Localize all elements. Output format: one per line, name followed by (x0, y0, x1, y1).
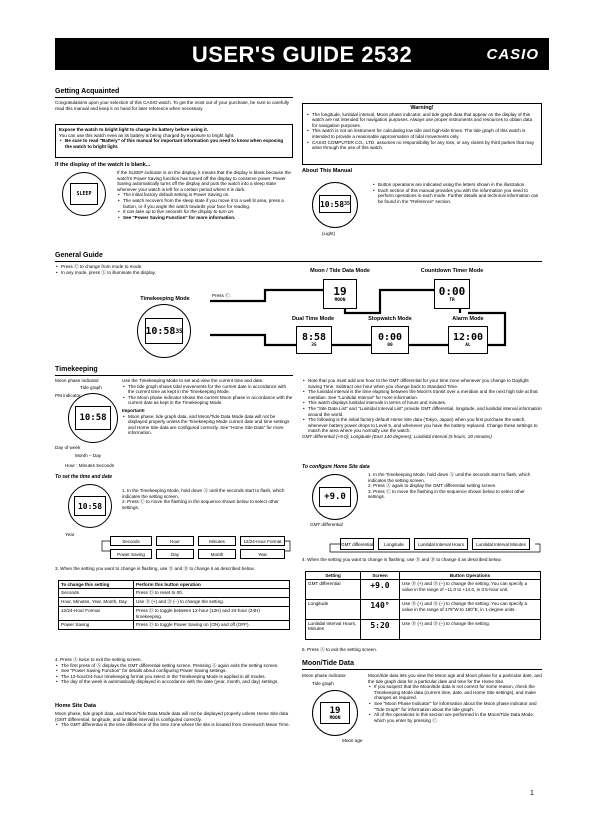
dual-time-value: 8:58 (301, 332, 327, 343)
table-cell: Use Ⓓ (+) and Ⓑ (–) to change the setting. You can specify a value in the range of 179°W to 180°E, in 1-degree units. (400, 600, 541, 620)
table-cell: Use Ⓓ (+) and Ⓑ (–) to change the setting. You can specify a value in the range of –11.0 to +14.0, in 0.5-hour unit. (400, 580, 541, 600)
important-title: Important! (122, 407, 145, 413)
home-site-table (305, 571, 541, 640)
after-bullet: • The day of the week is automatically displayed in accordance with the date (year, month, and day) settings. (61, 679, 293, 685)
general-guide-heading: General Guide (55, 252, 103, 259)
moon-tide-mode-label: Moon / Tide Data Mode (310, 268, 370, 274)
about-bullet: • Button operations are indicated using the letters shown in the illustration. (378, 182, 542, 188)
site-seq-box: Lunitidal Interval Hours (414, 538, 468, 550)
after-bullet: • See "Power Saving Function" for details about configuring Power Saving settings. (61, 668, 293, 674)
moon-tide-graph-label: Tide graph (312, 681, 334, 686)
table-cell: Longitude (306, 600, 361, 620)
gmt-watch-value: +9.0 (324, 492, 346, 502)
timekeeping-time: 10:58 (145, 325, 176, 337)
guide-title: USER'S GUIDE 2532 (191, 42, 413, 67)
seq-box: Hour (156, 536, 194, 546)
expose-bullet: • Be sure to read "Battery" of this manual for important information you need to know when exposing the watch to bright light. (65, 138, 289, 149)
timekeeping-heading: Timekeeping (55, 366, 98, 373)
moon-tide-text (368, 673, 542, 723)
table-cell: Press Ⓓ to toggle between 12-hour (12H) and 24-hour (24H) timekeeping. (134, 607, 290, 621)
step4-text: 4. Press Ⓐ twice to exit the setting screen. (55, 657, 142, 662)
blank-bullet: • The watch recovers from the sleep state if you move it to a well lit area, press a button, or if you angle the watch towards your face for reading. (123, 198, 293, 209)
config-step: 2. Press Ⓐ again to display the GMT differential setting screen. (368, 483, 497, 489)
right-bullet: • The following is the initial factory default Home Site data (Tokyo, Japan) when you first purchase the watch, whenever battery power drops to Level 5, and whenever you have the battery replaced. Change these settings to match the area where you normally use the watch. (308, 417, 542, 434)
seq-box: Year (240, 549, 285, 559)
set-time-value: 10:58 (77, 501, 103, 511)
about-manual-heading: About This Manual (302, 168, 353, 174)
casio-logo: CASIO (486, 46, 539, 63)
guide-bullet: • Press Ⓒ to change from mode to mode. (61, 264, 275, 270)
intro-text: Congratulations upon your selection of this CASIO watch. To get the most out of your purchase, be sure to carefully read this manual and keep it on hand for later reference when necessary. (55, 100, 290, 111)
warning-item: • The longitude, lunitidal interval, Moon phase indicator, and tide graph data that appear on the display of this watch are not intended for navigation purposes. Always use proper instruments and resources to obtain data for navigation purposes. (312, 112, 538, 129)
moon-tide-heading: Moon/Tide Data (302, 660, 354, 667)
hms-label: Hour : Minutes Seconds (65, 463, 115, 468)
moon-age-value: 19 (329, 705, 341, 716)
table-cell: Hour, Minutes, Year, Month, Day (59, 598, 134, 607)
alarm-sub: AL (465, 343, 471, 348)
after-bullet: • The first press of Ⓐ displays the GMT differential setting screen. Pressing Ⓐ again exits the setting screen. (61, 663, 293, 669)
table-cell: Press Ⓓ to reset to 00. (134, 589, 290, 598)
config-step: 3. Press Ⓒ to move the flashing in the sequence shown below to select other settings. (368, 488, 525, 500)
dual-time-sub: 35 (311, 343, 317, 348)
press-c-label: Press Ⓒ. (212, 293, 231, 298)
timekeeping-mode-label: Timekeeping Mode (140, 296, 190, 302)
year-label: Year (65, 532, 75, 537)
alarm-mode-label: Alarm Mode (452, 316, 484, 322)
right-bullet: • The "Site Data List" and "Lunitidal Interval List" provide GMT differential, longitude, and lunitidal interval information around the world. (308, 406, 542, 417)
seq-box: Power Saving (110, 549, 152, 559)
day-of-week-label: Day of week (55, 445, 81, 450)
stopwatch-sub: 00 (387, 343, 393, 348)
table-header-row (306, 572, 541, 580)
right-step5: 5. Press Ⓐ to exit the setting screen. (302, 647, 378, 652)
home-site-heading: Home Site Data (55, 703, 97, 709)
expose-text: You can use this watch even as its battery is being charged by exposure to bright light. (59, 132, 235, 138)
sleep-indicator: SLEEP (76, 191, 92, 197)
right-bullet: • The lunitidal interval is the time elapsing between the Moon's transit over a meridian and the next high tide at that meridian. See "Lunitidal Interval" for more information. (308, 389, 542, 400)
alarm-value: 12:00 (452, 332, 484, 343)
gmt-differential-label: GMT differential (310, 522, 343, 527)
countdown-value: 0:00 (438, 285, 466, 298)
set-time-heading: To set the time and date (55, 474, 113, 480)
moon-tide-watch-sub: MOON (329, 715, 341, 721)
manual-watch-time: 10:58 (319, 199, 345, 209)
manual-watch-seconds: 35 (344, 201, 351, 207)
moon-phase-label: Moon phase indicator (55, 378, 99, 383)
light-label: (Light) (322, 231, 336, 236)
countdown-sub: TR (449, 298, 455, 303)
stopwatch-mode-label: Stopwatch Mode (368, 316, 412, 322)
about-bullet: • Each section of this manual provides you with the information you need to perform operations in each mode. Further details and technical information can be found in the "Reference" section. (378, 188, 542, 205)
table-cell: 12/24-Hour Format (59, 607, 134, 621)
timekeeping-bullet: • The Moon phase indicator shows the current Moon phase in accordance with the current date as kept in the Timekeeping Mode. (128, 395, 293, 406)
step3-text: 3. When the setting you want to change is flashing, use Ⓓ and Ⓑ to change it as described below. (55, 566, 255, 571)
after-bullet: • The 12-hour/24-hour timekeeping format you select in the Timekeeping Mode is applied in all modes. (61, 674, 293, 680)
seq-box: 12/24-Hour Format (240, 536, 285, 546)
pm-indicator-label: PM indicator (55, 393, 81, 398)
seq-box: Month (198, 549, 236, 559)
site-seq-box: GMT differential (340, 538, 374, 550)
warning-item: • This watch is not an instrument for calculating low tide and high-tide times. The tide graph of this watch is intended to provide a reasonable approximation of tidal movements only. (312, 128, 538, 139)
divider (302, 669, 542, 670)
default-data: GMT differential (+9.0); Longitude (East 140 degrees); Lunitidal Interval (5 hours, 20 minutes) (302, 433, 492, 439)
moon-tide-watch (312, 690, 358, 736)
countdown-mode-label: Countdown Timer Mode (420, 268, 484, 274)
table-row (306, 580, 541, 600)
important-text: • Moon phase, tide graph data, and Moon/Tide Data Mode data will not be displayed properly unless the Timekeeping Mode current date and time settings and Home Site data are configured correctly. See "Home Site Data" for more information. (128, 414, 293, 436)
moon-tide-value: 19 (333, 285, 347, 298)
expose-bold: Expose the watch to bright light to charge its battery before using it. (59, 127, 209, 132)
table-row (306, 620, 541, 640)
table-cell: 140° (361, 600, 400, 620)
table-cell: +9.0 (361, 580, 400, 600)
table-row (306, 600, 541, 620)
moon-tide-watch-display (320, 702, 350, 724)
moon-tide-bullet: • All of the operations in this section are performed in the Moon/Tide Data Mode, which you enter by pressing Ⓒ. (374, 712, 542, 723)
right-step4: 4. When the setting you want to change is flashing, use Ⓓ and Ⓑ to change it as described below. (302, 557, 502, 562)
seq-box: Day (156, 549, 194, 559)
blank-note: • It can take up to five seconds for the display to turn on. (123, 209, 293, 215)
moon-age-label: Moon age (342, 738, 363, 743)
table-cell: Use Ⓓ (+) and Ⓑ (–) to change the setting. (400, 620, 541, 640)
blank-bullet: • The initial factory default setting is Power Saving on. (123, 192, 293, 198)
seq-box: Minutes (198, 536, 236, 546)
home-site-bullet: • The GMT differential is the time difference of the time zone where the site is located from Greenwich Mean Time. (61, 722, 293, 728)
seq-box: Seconds (110, 536, 152, 546)
blank-text: If the SLEEP indicator is on the display, it means that the display is blank because the watch's Power Saving function has turned off the display to conserve power. Power Saving automatically turns off the display and puts the watch into a sleep state whenever your watch is left for a certain period where it is dark. (117, 170, 291, 192)
page-number: 1 (530, 790, 534, 797)
home-site-text: Moon phase, tide graph data, and Moon/Tide Data Mode data will not be displayed properly unless Home Site data (GMT differential, longitude, and lunitidal interval) is configured correctly. (55, 711, 289, 722)
table-cell: Power Saving (59, 621, 134, 630)
table-cell: Lunitidal Interval Hours, Minutes (306, 620, 361, 640)
getting-acquainted-heading: Getting Acquainted (55, 88, 120, 95)
table-header: Perform this button operation (134, 581, 290, 589)
set-step: 1. In the Timekeeping Mode, hold down Ⓐ until the seconds start to flash, which indicates the setting screen. (122, 488, 285, 499)
month-day-label: Month – Day (75, 453, 102, 458)
config-heading: To configure Home Site data (302, 464, 370, 470)
warning-title: Warning! (410, 105, 434, 111)
stopwatch-value: 0:00 (377, 332, 403, 343)
table-header: Setting (306, 572, 361, 580)
moon-tide-intro: Moon/tide data lets you view the Moon age and Moon phase for a particular date, and the tide graph data for a particular date and time for the Home Site. (368, 673, 542, 684)
table-cell: Seconds (59, 589, 134, 598)
table-header: Screen (361, 572, 400, 580)
timekeeping-seconds: 35 (175, 327, 183, 335)
table-header: Button Operations (400, 572, 541, 580)
table-header: To change this setting (59, 581, 134, 589)
moon-tide-bullet: • See "Moon Phase Indicator" for information about the Moon phase indicator and "Tide Graph" for information about the tide graph. (374, 701, 542, 712)
moon-phase-indicator-label: Moon phase indicator (302, 673, 346, 678)
site-seq-box: Lunitidal Interval Minutes (472, 538, 530, 550)
moon-tide-bullet: • If you suspect that the Moon/tide data is not correct for some reason, check the Timekeeping Mode data (current time, date, and Home Site settings), and make changes as required. (374, 684, 542, 701)
table-cell: Press Ⓓ to toggle Power Saving on (ON) and off (OFF). (134, 621, 290, 630)
blank-heading: If the display of the watch is blank... (55, 162, 151, 168)
timekeeping-intro: Use the Timekeeping Mode to set and view the current time and date. (122, 378, 264, 383)
dual-time-mode-label: Dual Time Mode (291, 316, 335, 322)
table-cell: 5:20 (361, 620, 400, 640)
guide-bullet: • In any mode, press Ⓛ to illuminate the display. (61, 270, 275, 276)
site-seq-box: Longitude (378, 538, 410, 550)
timekeeping-diagram-time: 10:58 (79, 413, 107, 423)
right-bullet: • This watch displays lunitidal intervals in terms of hours and minutes. (308, 400, 542, 406)
table-cell: GMT differential (306, 580, 361, 600)
timekeeping-bullet: • The tide graph shows tidal movements for the current date in accordance with the current time as kept in the Timekeeping Mode. (128, 384, 293, 395)
set-step: 2. Press Ⓒ to move the flashing in the sequence shown below to select other settings. (122, 499, 279, 510)
tide-graph-label: Tide graph (80, 385, 102, 390)
right-bullet: • Note that you must add one hour to the GMT differential for your time zone whenever you change to Daylight Saving Time. Subtract one hour when you change back to Standard Time. (308, 378, 542, 389)
moon-tide-sub: MOON (334, 298, 346, 303)
blank-bullet: • See "Power Saving Function" for more information. (123, 215, 293, 221)
table-cell: Use Ⓓ (+) and Ⓑ (–) to change the setting. (134, 598, 290, 607)
warning-item: • CASIO COMPUTER CO., LTD. assumes no responsibility for any loss, or any claims by third parties that may arise through the use of this watch. (312, 140, 538, 151)
config-step: 1. In the Timekeeping Mode, hold down Ⓐ until the seconds start to flash, which indicates the setting screen. (368, 472, 531, 483)
